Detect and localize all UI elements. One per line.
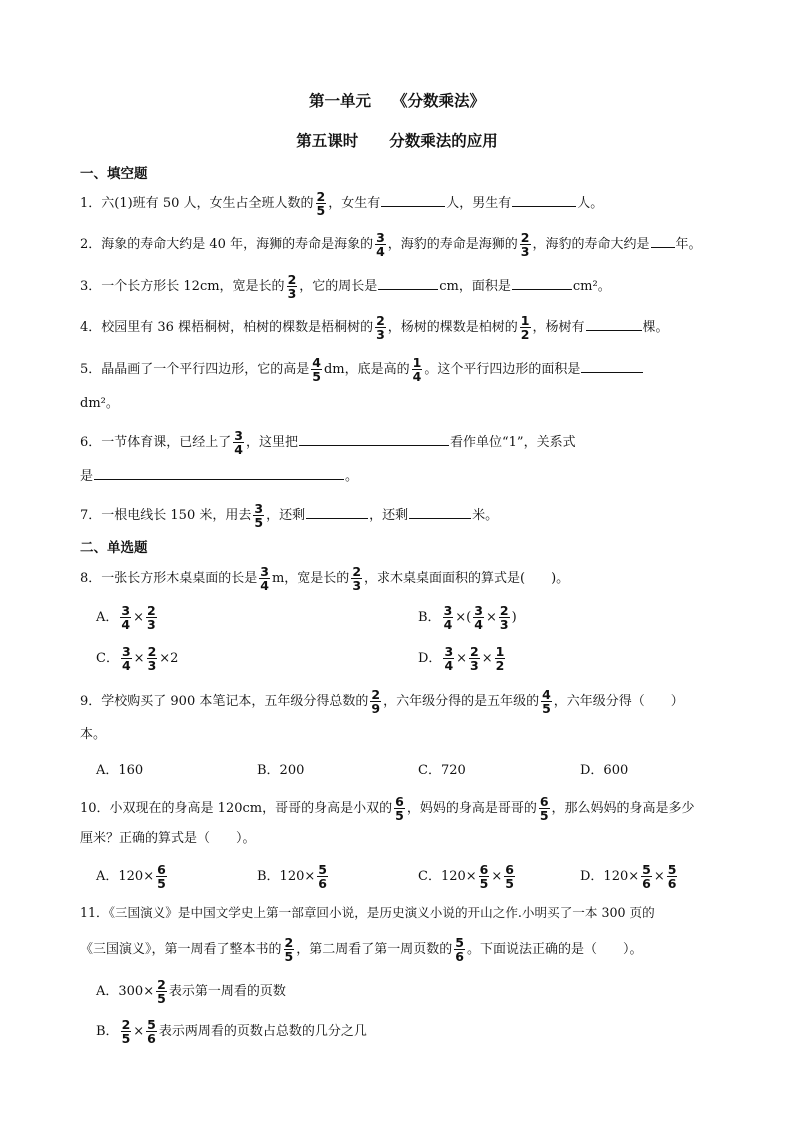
option-b[interactable]: B．200 — [257, 763, 305, 778]
fraction: $\frac{5}{6}$ — [318, 862, 327, 891]
fraction: $\frac{3}{5}$ — [254, 501, 264, 530]
option-b[interactable]: B． $\frac{3}{4}$ ×( $\frac{3}{4}$ × $\frac{2}{3}$ ) — [418, 603, 517, 632]
fraction: $\frac{5}{6}$ — [667, 862, 677, 891]
fraction: $\frac{2}{5}$ — [121, 1017, 131, 1046]
question-11-cont: 《三国演义》，第一周看了整本书的 $\frac{2}{5}$ ，第二周看了第一周页数的 $\frac{5}{6}$ 。下面说法正确的是（ ）。 — [80, 935, 643, 964]
answer-blank[interactable] — [306, 506, 368, 519]
fraction: $\frac{3}{4}$ — [260, 564, 269, 593]
option-b[interactable]: B． $\frac{2}{5}$ × $\frac{5}{6}$ 表示两周看的页数占总数的几分之几 — [96, 1017, 367, 1046]
fraction: $\frac{2}{3}$ — [147, 644, 157, 673]
fraction: $\frac{5}{6}$ — [642, 862, 651, 891]
fraction: $\frac{2}{3}$ — [376, 313, 385, 342]
fraction: $\frac{3}{4}$ — [376, 230, 385, 259]
option-a[interactable]: A．160 — [96, 763, 144, 778]
option-b[interactable]: B．120× $\frac{5}{6}$ — [257, 862, 327, 891]
option-c[interactable]: C． $\frac{3}{4}$ × $\frac{2}{3}$ ×2 — [96, 644, 179, 673]
answer-blank[interactable] — [299, 433, 449, 446]
fraction: $\frac{2}{3}$ — [287, 272, 297, 301]
question-6-cont: 是 。 — [80, 469, 359, 484]
answer-blank[interactable] — [512, 194, 576, 207]
fraction: $\frac{6}{5}$ — [479, 862, 489, 891]
question-4: 4．校园里有 36 棵梧桐树，柏树的棵数是梧桐树的 $\frac{2}{3}$ ，杨树的棵数是柏树的 $\frac{1}{2}$ ，杨树有 棵。 — [80, 313, 669, 342]
fraction: $\frac{2}{9}$ — [371, 687, 381, 716]
fraction: $\frac{5}{6}$ — [455, 935, 464, 964]
question-8: 8．一张长方形木桌桌面的长是 $\frac{3}{4}$ m，宽是长的 $\frac{2}{3}$ ，求木桌桌面面积的算式是( )。 — [80, 564, 570, 593]
fraction: $\frac{6}{5}$ — [395, 794, 404, 823]
question-9-cont: 本。 — [80, 727, 107, 742]
answer-blank[interactable] — [651, 235, 675, 248]
option-d[interactable]: D．600 — [580, 763, 629, 778]
answer-blank[interactable] — [381, 194, 445, 207]
lesson-title: 第五课时 分数乘法的应用 — [296, 132, 498, 150]
fraction: $\frac{1}{4}$ — [412, 355, 422, 384]
fraction: $\frac{3}{4}$ — [234, 428, 243, 457]
fraction: $\frac{2}{3}$ — [147, 603, 156, 632]
fraction: $\frac{1}{2}$ — [520, 313, 530, 342]
option-a[interactable]: A．300× $\frac{2}{5}$ 表示第一周看的页数 — [96, 977, 286, 1006]
option-c[interactable]: C．720 — [418, 763, 466, 778]
fraction: $\frac{2}{3}$ — [499, 603, 509, 632]
fraction: $\frac{3}{4}$ — [121, 603, 131, 632]
fraction: $\frac{6}{5}$ — [539, 794, 549, 823]
fraction: $\frac{2}{5}$ — [316, 189, 326, 218]
fraction: $\frac{3}{4}$ — [443, 603, 453, 632]
question-6: 6．一节体育课，已经上了 $\frac{3}{4}$ ，这里把 看作单位“1”，关系式 — [80, 428, 576, 457]
fraction: $\frac{1}{2}$ — [495, 644, 505, 673]
fraction: $\frac{2}{5}$ — [157, 977, 166, 1006]
answer-blank[interactable] — [94, 467, 344, 480]
option-a[interactable]: A．120× $\frac{6}{5}$ — [96, 862, 166, 891]
question-5-cont: dm²。 — [80, 396, 119, 411]
fraction: $\frac{4}{5}$ — [312, 355, 321, 384]
answer-blank[interactable] — [586, 318, 642, 331]
fraction: $\frac{6}{5}$ — [157, 862, 166, 891]
option-d[interactable]: D．120× $\frac{5}{6}$ × $\frac{5}{6}$ — [580, 862, 677, 891]
answer-blank[interactable] — [378, 277, 438, 290]
question-5: 5．晶晶画了一个平行四边形，它的高是 $\frac{4}{5}$ dm，底是高的 $\frac{1}{4}$ 。这个平行四边形的面积是 — [80, 356, 644, 383]
question-2: 2．海象的寿命大约是 40 年，海狮的寿命是海象的 $\frac{3}{4}$ ，海豹的寿命是海狮的 $\frac{2}{3}$ ，海豹的寿命大约是 年。 — [80, 230, 702, 259]
option-d[interactable]: D． $\frac{3}{4}$ × $\frac{2}{3}$ × $\frac{1}{2}$ — [418, 644, 505, 673]
fraction: $\frac{3}{4}$ — [121, 644, 131, 673]
question-10-cont: 厘米？正确的算式是（ ）。 — [80, 831, 256, 846]
fraction: $\frac{3}{4}$ — [444, 644, 454, 673]
answer-blank[interactable] — [581, 360, 643, 373]
fraction: $\frac{6}{5}$ — [505, 862, 514, 891]
fraction: $\frac{2}{3}$ — [470, 644, 479, 673]
answer-blank[interactable] — [512, 277, 572, 290]
unit-title: 第一单元 《分数乘法》 — [309, 92, 485, 110]
section-single-choice: 二、单选题 — [80, 540, 148, 556]
fraction: $\frac{2}{5}$ — [284, 935, 294, 964]
question-1: 1．六(1)班有 50 人，女生占全班人数的 $\frac{2}{5}$ ，女生有 人，男生有 人。 — [80, 189, 604, 218]
section-fill-blank: 一、填空题 — [80, 166, 148, 182]
fraction: $\frac{3}{4}$ — [474, 603, 483, 632]
fraction: $\frac{2}{3}$ — [352, 564, 362, 593]
fraction: $\frac{5}{6}$ — [147, 1017, 156, 1046]
question-10: 10．小双现在的身高是 120cm，哥哥的身高是小双的 $\frac{6}{5}$ ，妈妈的身高是哥哥的 $\frac{6}{5}$ ，那么妈妈的身高是多少 — [80, 794, 695, 823]
question-3: 3．一个长方形长 12cm，宽是长的 $\frac{2}{3}$ ，它的周长是 cm，面积是 cm²。 — [80, 272, 611, 301]
question-7: 7．一根电线长 150 米，用去 $\frac{3}{5}$ ，还剩 ，还剩 米。 — [80, 501, 499, 530]
option-c[interactable]: C．120× $\frac{6}{5}$ × $\frac{6}{5}$ — [418, 862, 514, 891]
question-11: 11．《三国演义》是中国文学史上第一部章回小说，是历史演义小说的开山之作.小明买了一本 300 页的 — [80, 905, 655, 920]
option-a[interactable]: A． $\frac{3}{4}$ × $\frac{2}{3}$ — [96, 603, 156, 632]
answer-blank[interactable] — [409, 506, 471, 519]
fraction: $\frac{4}{5}$ — [542, 687, 551, 716]
question-9: 9．学校购买了 900 本笔记本，五年级分得总数的 $\frac{2}{9}$ ，六年级分得的是五年级的 $\frac{4}{5}$ ，六年级分得（ ） — [80, 687, 684, 716]
fraction: $\frac{2}{3}$ — [520, 230, 530, 259]
